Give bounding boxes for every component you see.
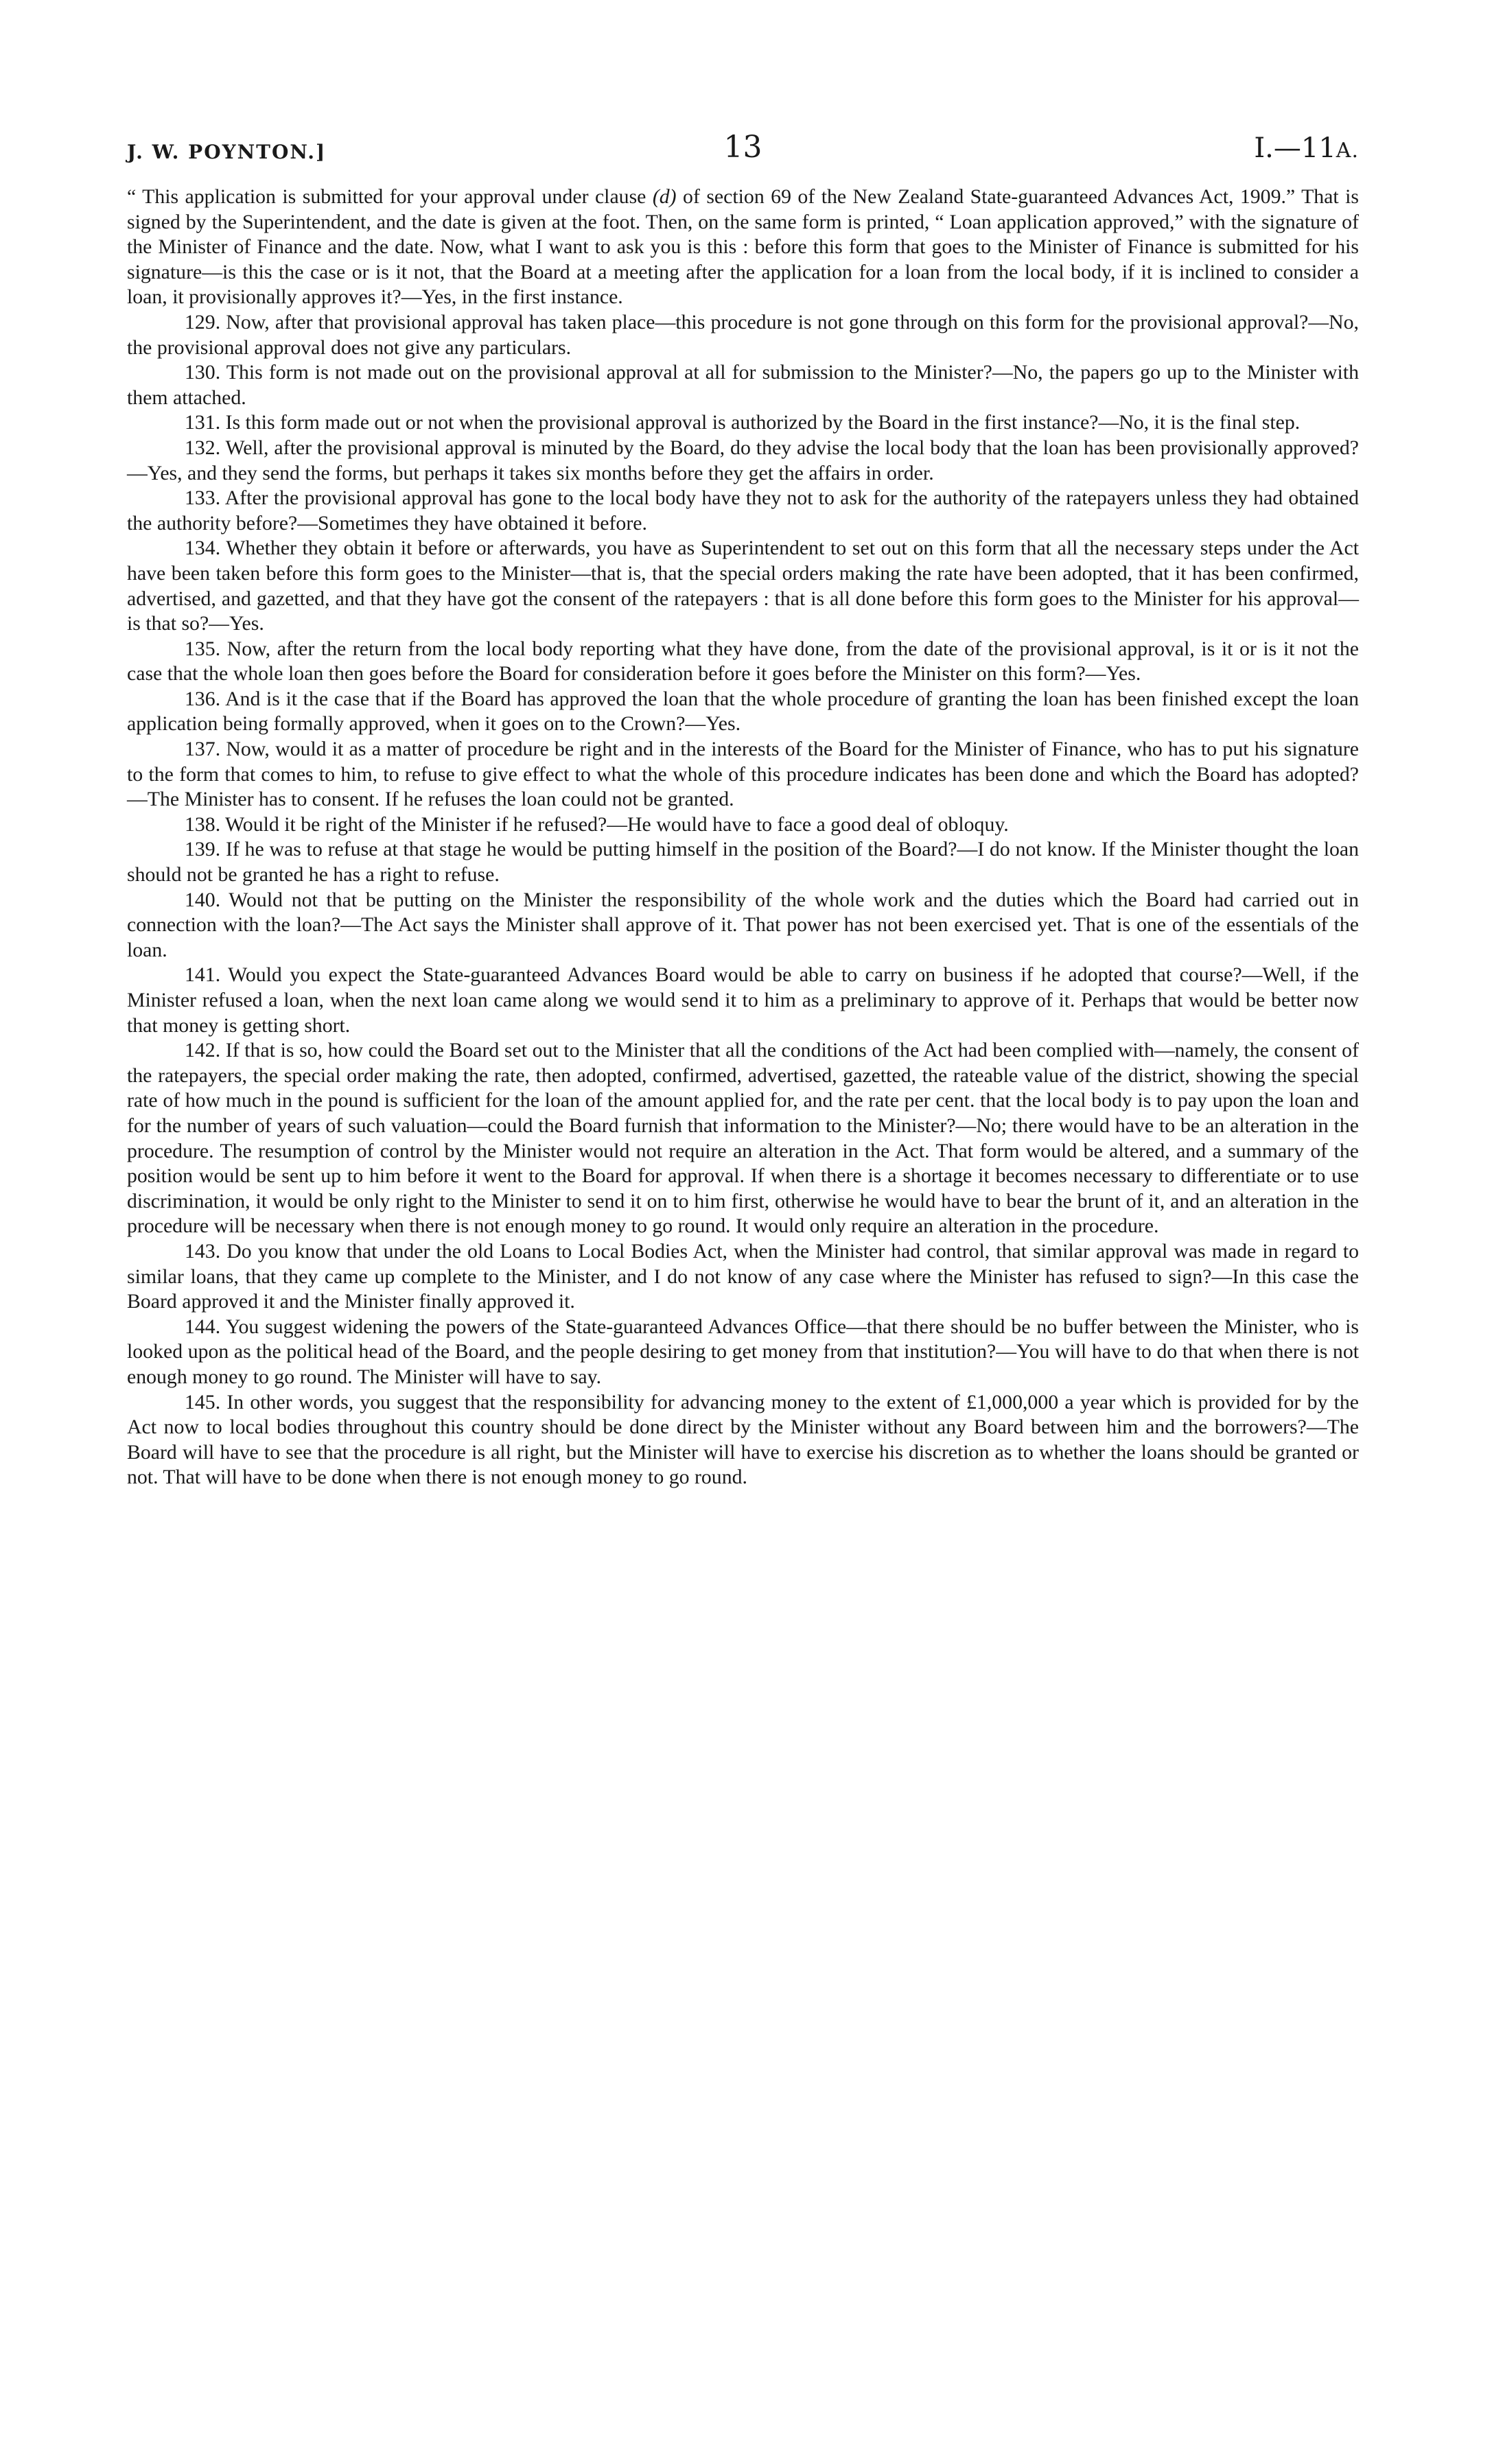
page-header [127,127,1359,175]
reference-suffix: A. [1336,139,1359,163]
witness-name: J. W. POYNTON.] [127,141,327,163]
page-number: 13 [723,130,762,165]
paragraph-139: 139. If he was to refuse at that stage he would be putting himself in the position of the Board?—I do not know. If the Minister thought the loan should not be granted he has a right to refuse. [127,838,1359,887]
paragraph-140: 140. Would not that be putting on the Minister the responsibility of the whole work and the duties which the Board had carried out in connection with the loan?—The Act says the Minister shall approve of it. That power has not been exercised yet. That is one of the essentials of the loan. [127,888,1359,961]
paragraph-137: 137. Now, would it as a matter of procedure be right and in the interests of the Board for the Minister of Finance, who has to put his signature to the form that comes to him, to refuse to give effect to what the whole of this procedure indicates has been done and which the Board has adopted?—The Minister has to consent. If he refuses the loan could not be granted. [127,738,1359,811]
reference-main: I.—11 [1254,132,1336,164]
opening-paragraph [127,185,1359,310]
document-page [127,127,1359,2432]
paragraph-142: 142. If that is so, how could the Board set out to the Minister that all the conditions of the Act had been complied with—namely, the consent of the ratepayers, the special order making the rate, then adopted, confirmed, advertised, gazetted, the rateable value of the district, showing the special rate of how much in the pound is sufficient for the loan of the amount applied for, and the rate per cent. that the local body is to pay upon the loan and for the number of years of such valuation—could the Board furnish that information to the Minister?—No; there would have to be an alteration in the procedure. The resumption of control by the Minister would not require an alteration in the Act. That form would be altered, and a summary of the position would be sent up to him before it went to the Board for approval. If when there is a shortage it becomes necessary to differentiate or to use discrimination, it would be only right to the Minister to send it on to him first, otherwise he would have to bear the brunt of it, and an alteration in the procedure will be necessary when there is not enough money to go round. It would only require an alteration in the procedure. [127,1039,1359,1238]
opening-part1: “ This application is submitted for your approval under clause [127,185,653,208]
paragraph-141: 141. Would you expect the State-guaranteed Advances Board would be able to carry on business if he adopted that course?—Well, if the Minister refused a loan, when the next loan came along we would send it to him as a preliminary to approve of it. Perhaps that would be better now that money is getting short. [127,963,1359,1037]
paragraph-143: 143. Do you know that under the old Loans to Local Bodies Act, when the Minister had control, that similar approval was made in regard to similar loans, that they came up complete to the Minister, and I do not know of any case where the Minister has refused to sign?—In this case the Board approved it and the Minister finally approved it. [127,1239,1359,1313]
paragraph-131: 131. Is this form made out or not when the provisional approval is authorized by the Board in the first instance?—No, it is the final step. [185,411,1301,434]
paragraph-138: 138. Would it be right of the Minister if he refused?—He would have to face a good deal of obloquy. [185,812,1009,836]
opening-part2: of section 69 of the New Zealand State-guaranteed Advances Act, 1909.” That is signed by the Superintendent, and the date is given at the foot. Then, on the same form is printed, “ Loan application approved,” with the signature of the Minister of Finance and the date. Now, what I want to ask you is this : before this form that goes to the Minister of Finance is submitted for his signature—is this the case or is it not, that the Board at a meeting after the application for a loan from the local body, if it is inclined to consider a loan, it provisionally approves it?—Yes, in the first instance. [127,185,1359,309]
document-reference [1254,132,1359,164]
paragraph-135: 135. Now, after the return from the local body reporting what they have done, from the date of the provisional approval, is it or is it not the case that the whole loan then goes before the Board for consideration before it goes before the Minister on this form?—Yes. [127,637,1359,685]
paragraph-144: 144. You suggest widening the powers of the State-guaranteed Advances Office—that there should be no buffer between the Minister, who is looked upon as the political head of the Board, and the people desiring to get money from that institution?—You will have to do that when there is not enough money to go round. The Minister will have to say. [127,1315,1359,1388]
paragraph-136: 136. And is it the case that if the Board has approved the loan that the whole procedure of granting the loan has been finished except the loan application being formally approved, when it goes on to the Crown?—Yes. [127,687,1359,736]
paragraph-145: 145. In other words, you suggest that the responsibility for advancing money to the extent of £1,000,000 a year which is provided for by the Act now to local bodies throughout this country should be done direct by the Minister without any Board between him and the borrowers?—The Board will have to see that the procedure is all right, but the Minister will have to exercise his discretion as to whether the loans should be granted or not. That will have to be done when there is not enough money to go round. [127,1390,1359,1489]
paragraph-129: 129. Now, after that provisional approval has taken place—this procedure is not gone through on this form for the provisional approval?—No, the provisional approval does not give any particulars. [127,310,1359,359]
paragraph-130: 130. This form is not made out on the provisional approval at all for submission to the Minister?—No, the papers go up to the Minister with them attached. [127,361,1359,409]
document-body [127,185,1359,1490]
paragraph-132: 132. Well, after the provisional approval is minuted by the Board, do they advise the local body that the loan has been provisionally approved?—Yes, and they send the forms, but perhaps it takes six months before they get the affairs in order. [127,436,1359,484]
clause-reference: (d) [652,185,677,208]
paragraph-133: 133. After the provisional approval has gone to the local body have they not to ask for the authority of the ratepayers unless they had obtained the authority before?—Sometimes they have obtained it before. [127,486,1359,535]
paragraph-134: 134. Whether they obtain it before or afterwards, you have as Superintendent to set out on this form that all the necessary steps under the Act have been taken before this form goes to the Minister—that is, that the special orders making the rate have been adopted, that it has been confirmed, advertised, and gazetted, and that they have got the consent of the ratepayers : that is all done before this form goes to the Minister for his approval—is that so?—Yes. [127,537,1359,635]
